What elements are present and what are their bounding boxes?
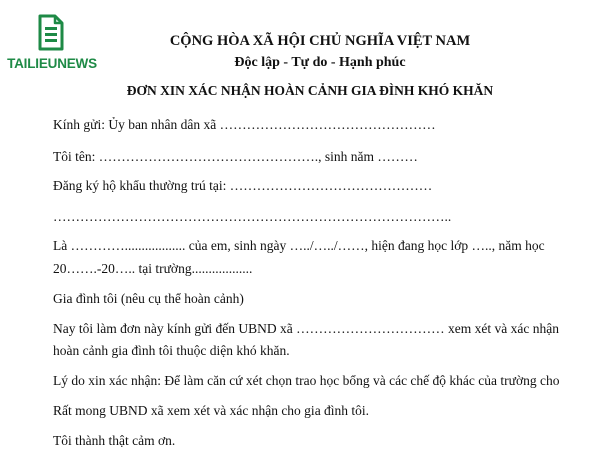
residence-line: Đăng ký hộ khẩu thường trú tại: ………………………………………	[53, 178, 433, 193]
school-year-line: 20…….-20….. tại trường..................	[53, 261, 253, 276]
request-continuation-line: hoàn cảnh gia đình tôi thuộc diện khó khăn.	[53, 343, 290, 358]
national-title: CỘNG HÒA XÃ HỘI CHỦ NGHĨA VIỆT NAM	[169, 33, 471, 49]
thanks-line: Tôi thành thật cảm ơn.	[53, 433, 176, 448]
family-situation-line: Gia đình tôi (nêu cụ thể hoàn cảnh)	[53, 291, 244, 306]
residence-continuation-line: ……………………………………………………………………………..	[53, 209, 452, 224]
request-line: Nay tôi làm đơn này kính gửi đến UBND xã …………………………… xem xét và xác nhận	[53, 321, 559, 336]
relationship-line: Là ………….................. của em, sinh ngày …../…../……, hiện đang học lớp ….., năm học	[53, 238, 545, 253]
recipient-line: Kính gửi: Ủy ban nhân dân xã …………………………………………	[53, 117, 436, 132]
brand-name: TAILIEUNEWS	[7, 56, 97, 71]
national-motto: Độc lập - Tự do - Hạnh phúc	[234, 55, 406, 70]
form-title: ĐƠN XIN XÁC NHẬN HOÀN CẢNH GIA ĐÌNH KHÓ KHĂN	[126, 83, 494, 98]
name-line: Tôi tên: …………………………………………., sinh năm ………	[53, 149, 418, 164]
reason-line: Lý do xin xác nhận: Để làm căn cứ xét chọn trao học bổng và các chế độ khác của trường cho	[53, 373, 560, 388]
appeal-line: Rất mong UBND xã xem xét và xác nhận cho gia đình tôi.	[53, 403, 370, 418]
